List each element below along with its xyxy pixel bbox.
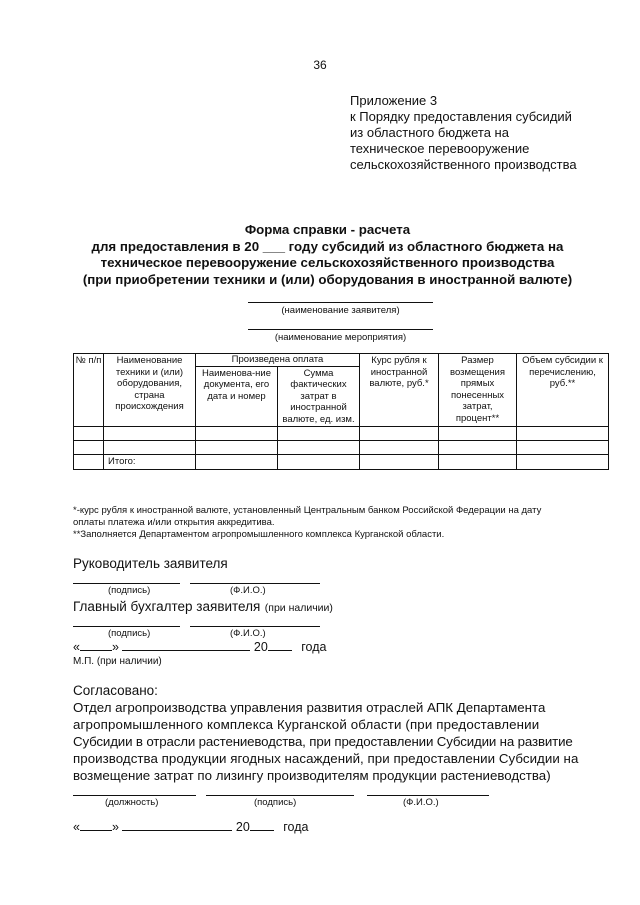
title-line: (при приобретении техники и (или) оборудования в иностранной валюте) bbox=[82, 271, 573, 287]
title-line: Форма справки - расчета bbox=[244, 222, 411, 237]
date-row bbox=[73, 640, 326, 654]
footnote-1-line: *-курс рубля к иностранной валюте, установленный Центральным банком Российской Федерации на дату bbox=[73, 505, 542, 516]
date-open-quote: « bbox=[73, 640, 80, 654]
agreed-date-row bbox=[73, 820, 308, 834]
year-suffix: года bbox=[301, 640, 327, 654]
header-document: Наименова-ние документа, его дата и номер bbox=[196, 366, 278, 427]
agreed-line: агропромышленного комплекса Курганской области (при предоставлении bbox=[73, 717, 540, 732]
appendix-header bbox=[350, 93, 577, 173]
month-field[interactable] bbox=[122, 650, 250, 651]
appendix-line: Приложение 3 bbox=[350, 93, 438, 108]
accountant-signature-line[interactable] bbox=[73, 626, 180, 627]
title-line: для предоставления в 20 ___ году субсидий из областного бюджета на bbox=[91, 238, 564, 254]
accountant-title-row bbox=[73, 598, 333, 616]
year-suffix: года bbox=[283, 820, 309, 834]
table-total-row bbox=[74, 455, 609, 470]
table-cell[interactable] bbox=[439, 427, 517, 441]
header-volume: Объем субсидии к перечислению, руб.** bbox=[517, 354, 609, 427]
head-signature-line[interactable] bbox=[73, 583, 180, 584]
table-cell[interactable] bbox=[104, 427, 196, 441]
header-sum: Сумма фактических затрат в иностранной валюте, ед. изм. bbox=[278, 366, 360, 427]
table-cell[interactable] bbox=[360, 455, 439, 470]
table-cell[interactable] bbox=[517, 455, 609, 470]
agreed-fio-label: (Ф.И.О.) bbox=[403, 797, 439, 808]
table-row bbox=[74, 441, 609, 455]
title-line: техническое перевооружение сельскохозяйственного производства bbox=[100, 255, 555, 270]
table-cell[interactable] bbox=[439, 441, 517, 455]
year-field[interactable] bbox=[268, 650, 292, 651]
appendix-line: к Порядку предоставления субсидий bbox=[350, 109, 572, 124]
agreed-signature-label: (подпись) bbox=[254, 797, 297, 808]
accountant-fio-label: (Ф.И.О.) bbox=[230, 628, 266, 639]
agreed-title: Согласовано: bbox=[73, 683, 158, 698]
stamp-label: М.П. (при наличии) bbox=[73, 656, 162, 667]
table-cell[interactable] bbox=[196, 441, 278, 455]
accountant-signature-label: (подпись) bbox=[108, 628, 151, 639]
year-prefix: 20 bbox=[253, 640, 268, 654]
footnote-2: **Заполняется Департаментом агропромышленного комплекса Курганской области. bbox=[73, 529, 445, 540]
appendix-line: сельскохозяйственного производства bbox=[350, 157, 577, 172]
table-cell[interactable] bbox=[278, 441, 360, 455]
header-size: Размер возмещения прямых понесенных затрат, процент** bbox=[439, 354, 517, 427]
header-rate: Курс рубля к иностранной валюте, руб.* bbox=[360, 354, 439, 427]
agreed-position-label: (должность) bbox=[105, 797, 159, 808]
head-signature-label: (подпись) bbox=[108, 585, 151, 596]
table-cell[interactable] bbox=[439, 455, 517, 470]
footnotes bbox=[73, 505, 613, 541]
agreed-line: возмещение затрат по лизингу производителям продукции растениеводства) bbox=[73, 768, 551, 783]
appendix-line: техническое перевооружение bbox=[350, 141, 530, 156]
agreed-line-text: Отдел агропроизводства управления развития отраслей АПК Департамента bbox=[73, 700, 546, 715]
table-cell[interactable] bbox=[278, 455, 360, 470]
total-label: Итого: bbox=[104, 455, 196, 470]
date-close-quote: » bbox=[111, 640, 119, 654]
agreed-line: производства продукции ягодных насаждений, при предоставлении Субсидии на bbox=[73, 751, 579, 766]
table-cell[interactable] bbox=[360, 441, 439, 455]
date-open-quote: « bbox=[73, 820, 80, 834]
agreed-line: Субсидии в отрасли растениеводства, при предоставлении Субсидии на развитие bbox=[73, 734, 573, 749]
form-title bbox=[40, 222, 615, 288]
table-cell[interactable] bbox=[517, 427, 609, 441]
table-cell[interactable] bbox=[104, 441, 196, 455]
agreed-signature-line[interactable] bbox=[206, 795, 354, 796]
table-cell[interactable] bbox=[278, 427, 360, 441]
year-field[interactable] bbox=[250, 830, 274, 831]
header-num: № п/п bbox=[74, 354, 104, 427]
table-cell[interactable] bbox=[517, 441, 609, 455]
applicant-fill-line[interactable] bbox=[248, 302, 433, 303]
footnote-1-line: оплаты платежа и/или открытия аккредитива. bbox=[73, 517, 275, 528]
page-number: 36 bbox=[313, 58, 327, 72]
header-name: Наименование техники и (или) оборудования, страна происхождения bbox=[104, 354, 196, 427]
table-row bbox=[74, 427, 609, 441]
date-close-quote: » bbox=[111, 820, 119, 834]
header-paid-group: Произведена оплата bbox=[196, 354, 360, 367]
agreed-paragraph bbox=[73, 699, 608, 784]
head-title: Руководитель заявителя bbox=[73, 556, 228, 571]
day-field[interactable] bbox=[80, 830, 112, 831]
appendix-line: из областного бюджета на bbox=[350, 125, 509, 140]
event-caption: (наименование мероприятия) bbox=[274, 332, 407, 343]
month-field[interactable] bbox=[122, 830, 232, 831]
head-fio-label: (Ф.И.О.) bbox=[230, 585, 266, 596]
agreed-line bbox=[73, 699, 608, 716]
table-cell[interactable] bbox=[74, 455, 104, 470]
accountant-fio-line[interactable] bbox=[190, 626, 320, 627]
accountant-note: (при наличии) bbox=[264, 602, 333, 614]
table-header-row bbox=[74, 354, 609, 367]
head-fio-line[interactable] bbox=[190, 583, 320, 584]
accountant-title: Главный бухгалтер заявителя bbox=[73, 599, 261, 614]
agreed-fio-line[interactable] bbox=[367, 795, 489, 796]
table-cell[interactable] bbox=[74, 441, 104, 455]
table-cell[interactable] bbox=[74, 427, 104, 441]
event-fill-line[interactable] bbox=[248, 329, 433, 330]
table-cell[interactable] bbox=[196, 455, 278, 470]
calculation-table bbox=[73, 353, 609, 470]
table-cell[interactable] bbox=[360, 427, 439, 441]
year-prefix: 20 bbox=[235, 820, 250, 834]
table-cell[interactable] bbox=[196, 427, 278, 441]
applicant-caption: (наименование заявителя) bbox=[281, 305, 400, 316]
agreed-position-line[interactable] bbox=[73, 795, 196, 796]
day-field[interactable] bbox=[80, 650, 112, 651]
